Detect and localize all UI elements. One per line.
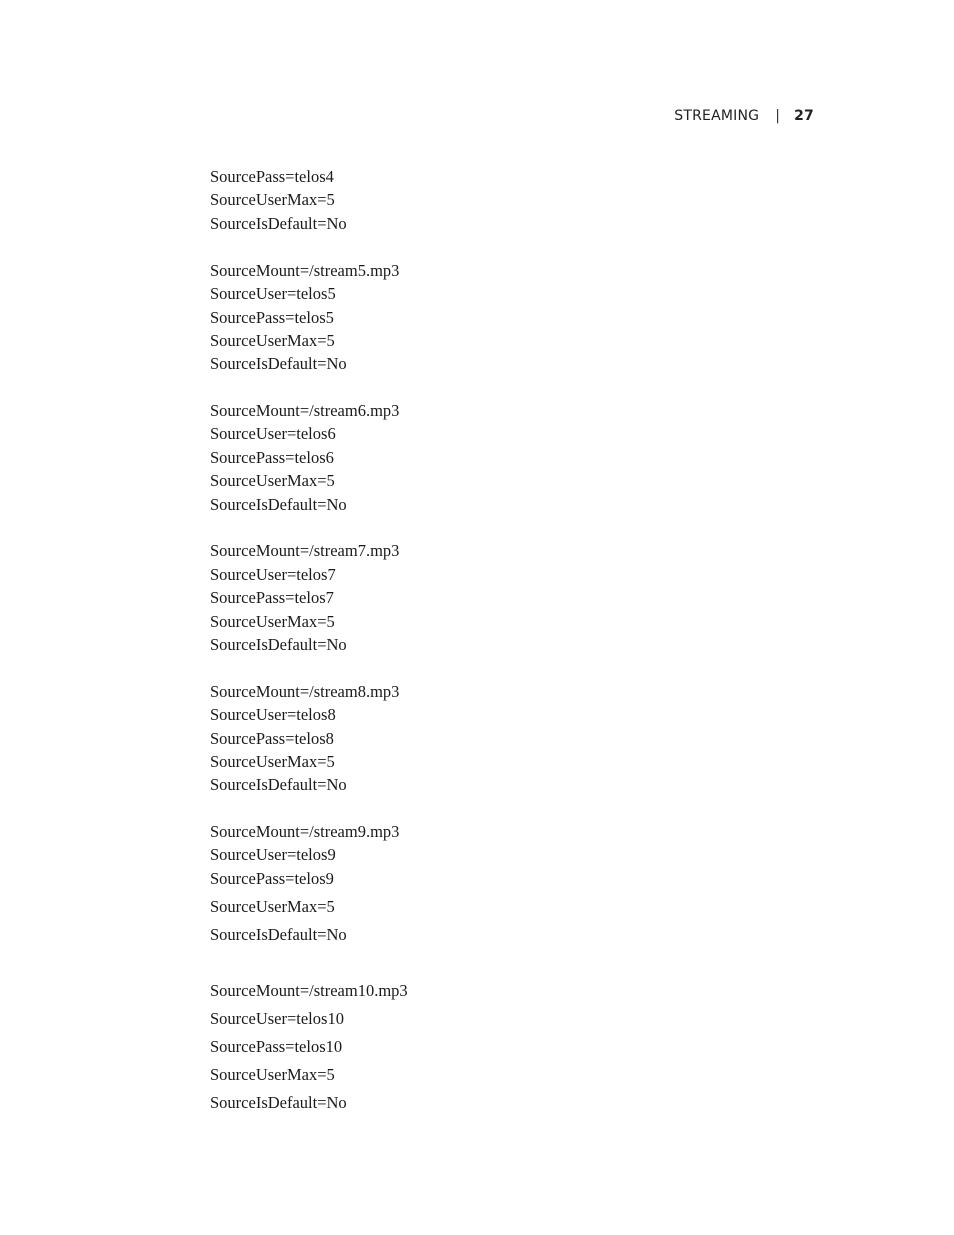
config-line: SourceUserMax=5 — [210, 1065, 335, 1084]
config-line: SourceIsDefault=No — [210, 635, 347, 654]
config-line: SourceIsDefault=No — [210, 775, 347, 794]
header-separator: | — [775, 108, 781, 124]
config-line: SourceUserMax=5 — [210, 331, 335, 350]
config-line: SourceUser=telos7 — [210, 565, 336, 584]
config-line: SourcePass=telos7 — [210, 588, 334, 607]
config-line: SourceUser=telos8 — [210, 705, 336, 724]
config-line: SourceIsDefault=No — [210, 1093, 347, 1112]
config-line: SourceIsDefault=No — [210, 354, 347, 373]
config-line: SourceMount=/stream9.mp3 — [210, 822, 400, 841]
config-line: SourceUser=telos6 — [210, 424, 336, 443]
config-line: SourcePass=telos4 — [210, 167, 334, 186]
section-title: STREAMING — [674, 108, 760, 124]
config-line: SourcePass=telos10 — [210, 1037, 343, 1056]
config-line: SourceMount=/stream5.mp3 — [210, 261, 400, 280]
config-line: SourceUser=telos10 — [210, 1009, 344, 1028]
config-line: SourcePass=telos8 — [210, 729, 334, 748]
config-line: SourceUserMax=5 — [210, 471, 335, 490]
config-line: SourcePass=telos9 — [210, 869, 334, 888]
config-line: SourceUser=telos5 — [210, 284, 336, 303]
config-line: SourceMount=/stream8.mp3 — [210, 682, 400, 701]
config-line: SourceMount=/stream7.mp3 — [210, 541, 400, 560]
config-line: SourceUserMax=5 — [210, 190, 335, 209]
config-line: SourceIsDefault=No — [210, 214, 347, 233]
config-line: SourceMount=/stream6.mp3 — [210, 401, 400, 420]
config-line: SourceIsDefault=No — [210, 925, 347, 944]
config-line: SourceUserMax=5 — [210, 612, 335, 631]
page-number: 27 — [794, 108, 814, 124]
config-line: SourcePass=telos5 — [210, 308, 334, 327]
config-line: SourceUserMax=5 — [210, 897, 335, 916]
config-line: SourcePass=telos6 — [210, 448, 334, 467]
config-line: SourceMount=/stream10.mp3 — [210, 981, 408, 1000]
config-line: SourceIsDefault=No — [210, 495, 347, 514]
config-line: SourceUserMax=5 — [210, 752, 335, 771]
config-line: SourceUser=telos9 — [210, 845, 336, 864]
